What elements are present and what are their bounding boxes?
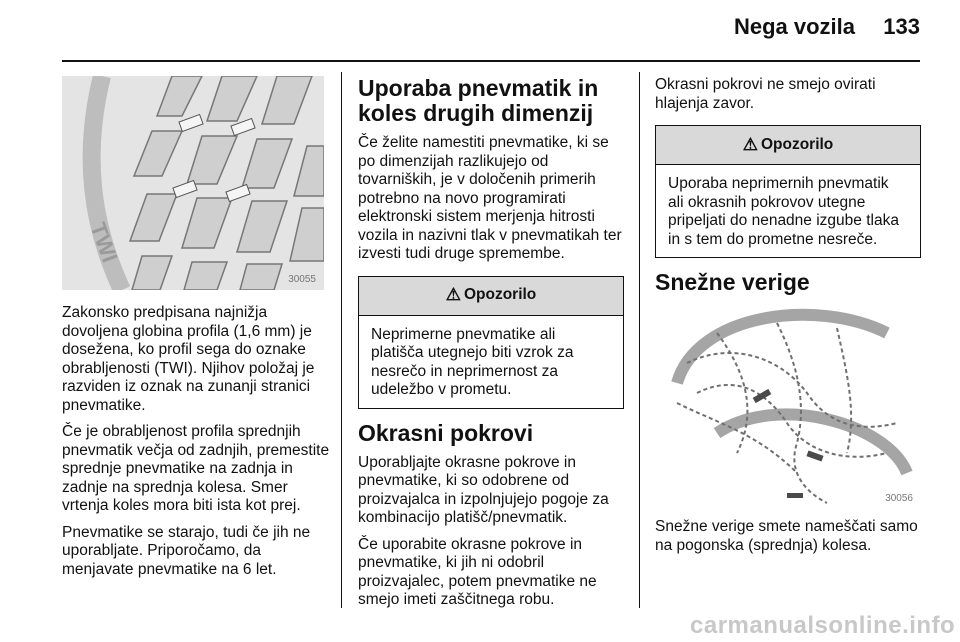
- header-rule: [62, 60, 920, 62]
- paragraph: Zakonsko predpisana najnižja dovoljena globina profila (1,6 mm) je dosežena, ko profil sega do oznake obrabljenosti (TWI). Njihov položaj je razviden iz oznak na zunanji stranici pnevmatike.: [62, 304, 315, 414]
- tire-tread-illustration: [62, 76, 324, 290]
- snow-chain-figure: [657, 303, 921, 509]
- svg-text:TWI: TWI: [85, 219, 123, 266]
- paragraph: Če uporabite okrasne pokrove in pnevmatike, ki jih ni odobril proizvajalec, potem pnevmatike ne smejo imeti zaščitnega robu.: [358, 535, 597, 608]
- warning-header: [359, 277, 623, 316]
- warning-text: Uporaba neprimernih pnevmatik ali okrasnih pokrovov utegne pripeljati do nenadne izgube tlaka in s tem do prometne nesreče.: [668, 175, 899, 248]
- watermark-url: carmanualsonline.info: [690, 612, 956, 639]
- warning-triangle-icon: ⚠: [742, 134, 758, 154]
- warning-box: [358, 276, 624, 409]
- tire-tread-figure: [62, 76, 324, 290]
- warning-title: Opozorilo: [463, 286, 537, 304]
- right-column: [655, 76, 921, 303]
- paragraph: Če je obrabljenost profila sprednjih pnevmatik večja od zadnjih, premestite sprednje pnevmatike na zadnja in zadnje na sprednja kolesa. Smer vrtenja koles mora biti ista kot prej.: [62, 423, 330, 514]
- section-heading: Okrasni pokrovi: [358, 419, 534, 446]
- warning-text: Neprimerne pnevmatike ali platišča utegnejo biti vzrok za nesrečo in neprimernost za udeležbo v prometu.: [371, 325, 574, 398]
- warning-box: [655, 125, 921, 258]
- paragraph: Okrasni pokrovi ne smejo ovirati hlajenja zavor.: [655, 76, 876, 112]
- paragraph: Snežne verige smete nameščati samo na pogonska (sprednja) kolesa.: [655, 518, 918, 554]
- warning-title: Opozorilo: [760, 135, 834, 153]
- warning-triangle-icon: ⚠: [445, 285, 461, 305]
- right-column-bottom: [655, 518, 927, 563]
- left-column-text: [62, 304, 330, 587]
- figure-number: 30056: [885, 493, 913, 504]
- section-heading: Uporaba pnevmatik in koles drugih dimenzij: [358, 75, 599, 126]
- middle-column: [358, 76, 624, 618]
- snow-chain-illustration: [657, 303, 921, 509]
- page-number: 133: [883, 14, 920, 39]
- column-divider: [639, 72, 640, 608]
- paragraph: Pnevmatike se starajo, tudi če jih ne uporabljate. Priporočamo, da menjavate pnevmatike na 6 let.: [62, 523, 311, 578]
- paragraph: Uporabljajte okrasne pokrove in pnevmatike, ki so odobrene od proizvajalca in izpolnjujejo pogoje za kombinacijo platišč/pnevmatik.: [358, 453, 609, 526]
- paragraph: Če želite namestiti pnevmatike, ki se po dimenzijah razlikujejo od tovarniških, je v določenih primerih potrebno na novo programirati elektronski sistem merjenja hitrosti vozila in nazivni tlak v pnevmatikah ter izvesti tudi druge spremembe.: [358, 134, 622, 262]
- warning-header: [656, 126, 920, 165]
- figure-number: 30055: [288, 274, 316, 285]
- running-header-title: Nega vozila: [733, 14, 855, 39]
- section-heading: Snežne verige: [655, 269, 810, 295]
- column-divider: [341, 72, 342, 608]
